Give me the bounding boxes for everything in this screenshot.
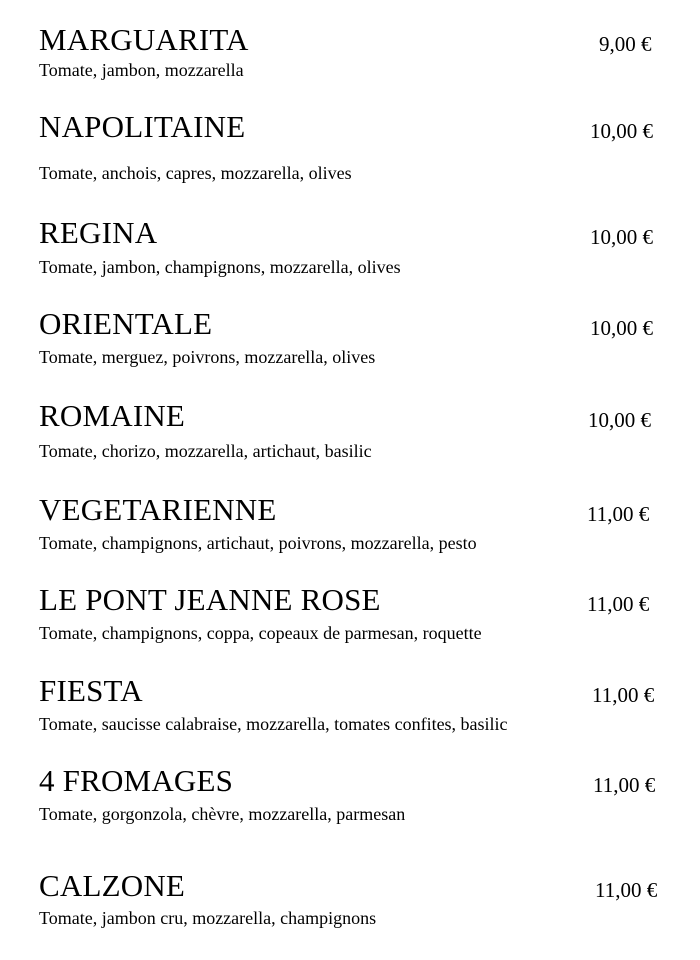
item-name: FIESTA — [39, 673, 143, 708]
item-name: MARGUARITA — [39, 22, 249, 57]
item-price: 10,00 € — [590, 225, 653, 249]
menu-item — [0, 494, 700, 584]
item-name: LE PONT JEANNE ROSE — [39, 582, 381, 617]
item-price: 11,00 € — [593, 773, 656, 797]
menu-item — [0, 584, 700, 674]
menu-item — [0, 24, 700, 114]
item-description: Tomate, anchois, capres, mozzarella, olives — [39, 163, 352, 183]
item-price: 11,00 € — [595, 878, 658, 902]
menu-item — [0, 765, 700, 855]
item-description: Tomate, merguez, poivrons, mozzarella, olives — [39, 347, 376, 367]
item-name: NAPOLITAINE — [39, 109, 246, 144]
item-price: 11,00 € — [587, 502, 650, 526]
item-price: 11,00 € — [592, 683, 655, 707]
item-price: 11,00 € — [587, 592, 650, 616]
item-description: Tomate, chorizo, mozzarella, artichaut, basilic — [39, 441, 372, 461]
menu-item — [0, 111, 700, 201]
item-price: 10,00 € — [588, 408, 651, 432]
item-description: Tomate, jambon, mozzarella — [39, 60, 244, 80]
item-description: Tomate, saucisse calabraise, mozzarella, tomates confites, basilic — [39, 714, 508, 734]
item-description: Tomate, jambon cru, mozzarella, champignons — [39, 908, 377, 928]
item-price: 10,00 € — [590, 316, 653, 340]
item-description: Tomate, champignons, coppa, copeaux de parmesan, roquette — [39, 623, 482, 643]
item-name: ORIENTALE — [39, 306, 213, 341]
item-description: Tomate, champignons, artichaut, poivrons, mozzarella, pesto — [39, 533, 477, 553]
item-description: Tomate, jambon, champignons, mozzarella, olives — [39, 257, 401, 277]
menu-item — [0, 217, 700, 307]
menu-item — [0, 675, 700, 765]
menu-item — [0, 870, 700, 960]
menu-item — [0, 308, 700, 398]
item-description: Tomate, gorgonzola, chèvre, mozzarella, parmesan — [39, 804, 406, 824]
item-price: 9,00 € — [599, 32, 652, 56]
item-price: 10,00 € — [590, 119, 653, 143]
item-name: REGINA — [39, 215, 158, 250]
item-name: VEGETARIENNE — [39, 492, 277, 527]
item-name: ROMAINE — [39, 398, 186, 433]
menu-item — [0, 400, 700, 490]
item-name: 4 FROMAGES — [39, 763, 234, 798]
item-name: CALZONE — [39, 868, 186, 903]
